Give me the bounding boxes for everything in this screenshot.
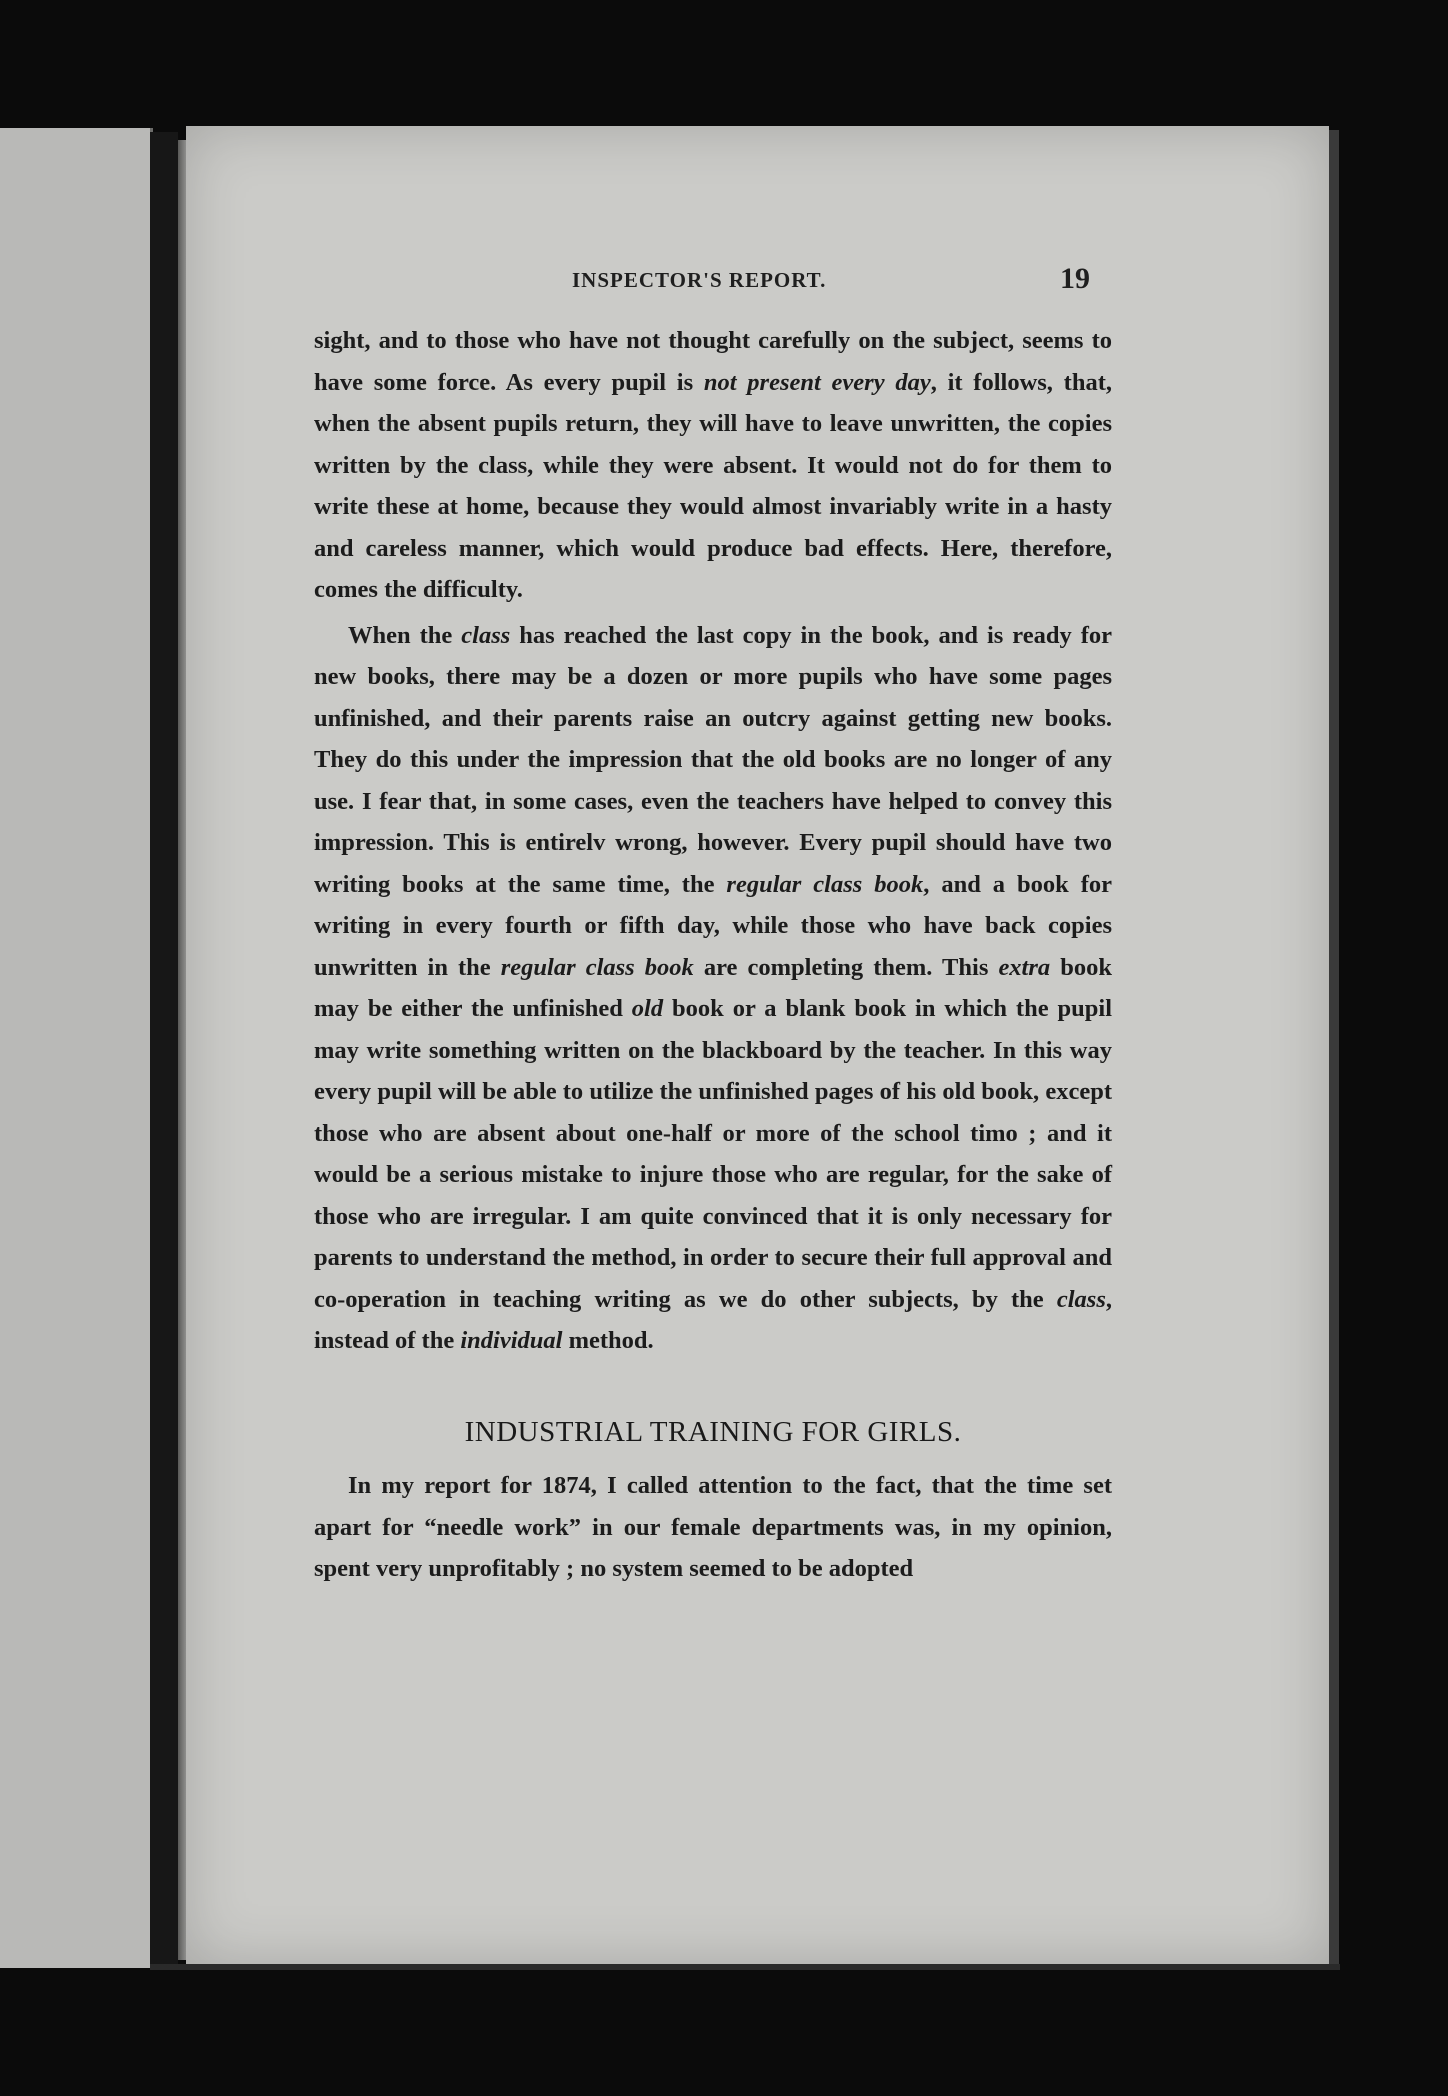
page-number: 19 bbox=[1060, 262, 1090, 295]
text-run: method. bbox=[562, 1327, 654, 1354]
binding-edge bbox=[150, 132, 178, 1964]
facing-page bbox=[0, 128, 153, 1968]
italic-run: class bbox=[1056, 1285, 1106, 1313]
text-run: sight, and to those who have not thought carefully on the subject, seems to have some force. As every pupil is bbox=[314, 327, 1112, 396]
text-run: book may be either the unfinished bbox=[314, 953, 1112, 1022]
paragraph-3: In my report for 1874, I called attention to the fact, that the time set apart for “needle work” in our female departments was, in my opinion, spent very unprofitably ; no system seemed to be adopted bbox=[314, 1472, 1112, 1582]
italic-run: individual bbox=[460, 1327, 563, 1354]
running-head: INSPECTOR'S REPORT. bbox=[572, 268, 827, 292]
text-run: , and a book for writing in every fourth or fifth day, while those who have back copies unwritten in the bbox=[314, 870, 1112, 981]
section-title: INDUSTRIAL TRAINING FOR GIRLS. bbox=[464, 1415, 962, 1448]
italic-run: regular class book bbox=[726, 870, 924, 898]
italic-run: regular class book bbox=[500, 953, 694, 981]
text-run: book or a blank book in which the pupil may write something written on the blackboard by the teacher. In this way every pupil will be able to utilize the unfinished pages of his old book, except those who are absent about one-half or more of the school timo ; and it would be a serious mistake to injure those who are regular, for the sake of those who are irregular. I am quite convinced that it is only necessary for parents to understand the method, in order to secure their full approval and co-operation in teaching writing as we do other subjects, by the bbox=[314, 995, 1112, 1313]
text-run: , instead of the bbox=[314, 1285, 1112, 1354]
text-run: has reached the last copy in the book, and is ready for new books, there may be a dozen or more pupils who have some pages unfinished, and their parents raise an outcry against getting new books. They do this under the impression that the old books are no longer of any use. I fear that, in some cases, even the teachers have helped to convey this impression. This is entirelv wrong, however. Every pupil should have two writing books at the same time, the bbox=[314, 621, 1112, 898]
page-bottom-edge bbox=[150, 1964, 1340, 1970]
page-edge bbox=[1329, 130, 1339, 1968]
italic-run: not present every day bbox=[703, 368, 931, 396]
italic-run: old bbox=[631, 995, 664, 1022]
text-run: are completing them. This bbox=[693, 953, 999, 981]
paragraph-1 bbox=[314, 320, 1112, 611]
paragraph-2 bbox=[314, 615, 1112, 1362]
body-text bbox=[314, 320, 1112, 1590]
italic-run: extra bbox=[998, 953, 1051, 981]
italic-run: class bbox=[461, 621, 511, 649]
text-run: When the bbox=[348, 621, 462, 649]
text-run: , it follows, that, when the absent pupils return, they will have to leave unwritten, the copies written by the class, while they were absent. It would not do for them to write these at home, because they would almost invariably write in a hasty and careless manner, which would produce bad effects. Here, therefore, comes the difficulty. bbox=[314, 368, 1112, 603]
